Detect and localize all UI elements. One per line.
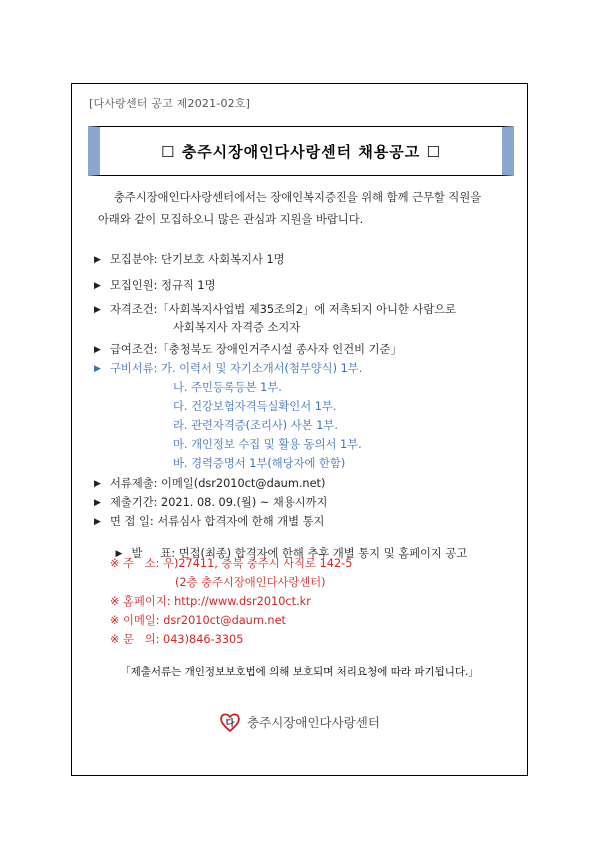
item-interview-text: 면 접 일: 서류심사 합격자에 한해 개별 통지: [110, 515, 325, 528]
organization-name: 충주시장애인다사랑센터: [247, 715, 380, 730]
item-field: [94, 251, 285, 267]
item-salary-text: 급여조건:「충청북도 장애인거주시설 종사자 인건비 기준」: [110, 343, 402, 356]
organization-signature: [72, 711, 527, 733]
item-documents: [94, 360, 362, 376]
title-bar: [88, 126, 514, 176]
document-item: 바. 경력증명서 1부(해당자에 한함): [173, 457, 346, 470]
privacy-note: 「제출서류는 개인정보보호법에 의해 보호되며 처리요청에 따라 파기됩니다.」: [120, 666, 479, 678]
item-qualification: [94, 301, 456, 317]
arrow-icon: ▶: [94, 305, 101, 315]
document-item: 다. 건강보험자격득실확인서 1부.: [173, 400, 337, 413]
arrow-icon: ▶: [94, 479, 101, 489]
item-documents-text: 구비서류: 가. 이력서 및 자기소개서(첨부양식) 1부.: [110, 362, 363, 375]
item-field-text: 모집분야: 단기보호 사회복지사 1명: [110, 253, 285, 266]
item-interview: [94, 513, 324, 529]
heart-logo-icon: [219, 711, 241, 733]
document-item: 라. 관련자격증(조리사) 사본 1부.: [173, 419, 338, 432]
document-item: 나. 주민등록등본 1부.: [173, 381, 282, 394]
arrow-icon: ▶: [94, 255, 101, 265]
item-period: [94, 494, 327, 510]
intro-line-1: 충주시장애인다사랑센터에서는 장애인복지증진을 위해 함께 근무할 직원을: [114, 191, 482, 204]
notice-frame: [71, 83, 528, 776]
item-qualification-text: 자격조건:「사회복지사업법 제35조의2」에 저촉되지 아니한 사람으로: [110, 303, 457, 316]
contact-address-detail: (2층 충주시장애인다사랑센터): [175, 576, 326, 589]
intro-line-2: 아래와 같이 모집하오니 많은 관심과 지원을 바랍니다.: [98, 213, 364, 226]
item-salary: [94, 341, 402, 357]
contact-phone: ※ 문 의: 043)846-3305: [110, 633, 244, 646]
item-submission-text: 서류제출: 이메일(dsr2010ct@daum.net): [110, 477, 326, 490]
arrow-icon: ▶: [94, 498, 101, 508]
notice-number: [다사랑센터 공고 제2021-02호]: [89, 97, 251, 110]
contact-homepage: ※ 홈페이지: http://www.dsr2010ct.kr: [110, 595, 311, 608]
arrow-icon: ▶: [94, 345, 101, 355]
contact-info: [110, 554, 352, 649]
intro-text: [98, 187, 516, 231]
arrow-icon: ▶: [94, 364, 101, 374]
item-headcount: [94, 277, 215, 293]
contact-address: ※ 주 소: 우)27411, 충북 충주시 사직로 142-5: [110, 557, 353, 570]
item-submission: [94, 475, 325, 491]
document-item: 마. 개인정보 수집 및 활용 동의서 1부.: [173, 438, 362, 451]
arrow-icon: ▶: [94, 517, 101, 527]
contact-email: ※ 이메일: dsr2010ct@daum.net: [110, 614, 286, 627]
item-announcement-text: 발 표: 면접(최종) 합격자에 한해 추후 개별 통지 및 홈페이지 공고: [131, 547, 468, 560]
item-qualification-cont: 사회복지사 자격증 소지자: [173, 321, 301, 334]
page-title: ☐ 충주시장애인다사랑센터 채용공고 ☐: [161, 142, 441, 161]
item-period-text: 제출기간: 2021. 08. 09.(월) ~ 채용시까지: [110, 496, 328, 509]
item-headcount-text: 모집인원: 정규직 1명: [110, 279, 216, 292]
logo-text: 다: [225, 719, 235, 729]
arrow-icon: ▶: [115, 549, 123, 559]
arrow-icon: ▶: [94, 281, 101, 291]
